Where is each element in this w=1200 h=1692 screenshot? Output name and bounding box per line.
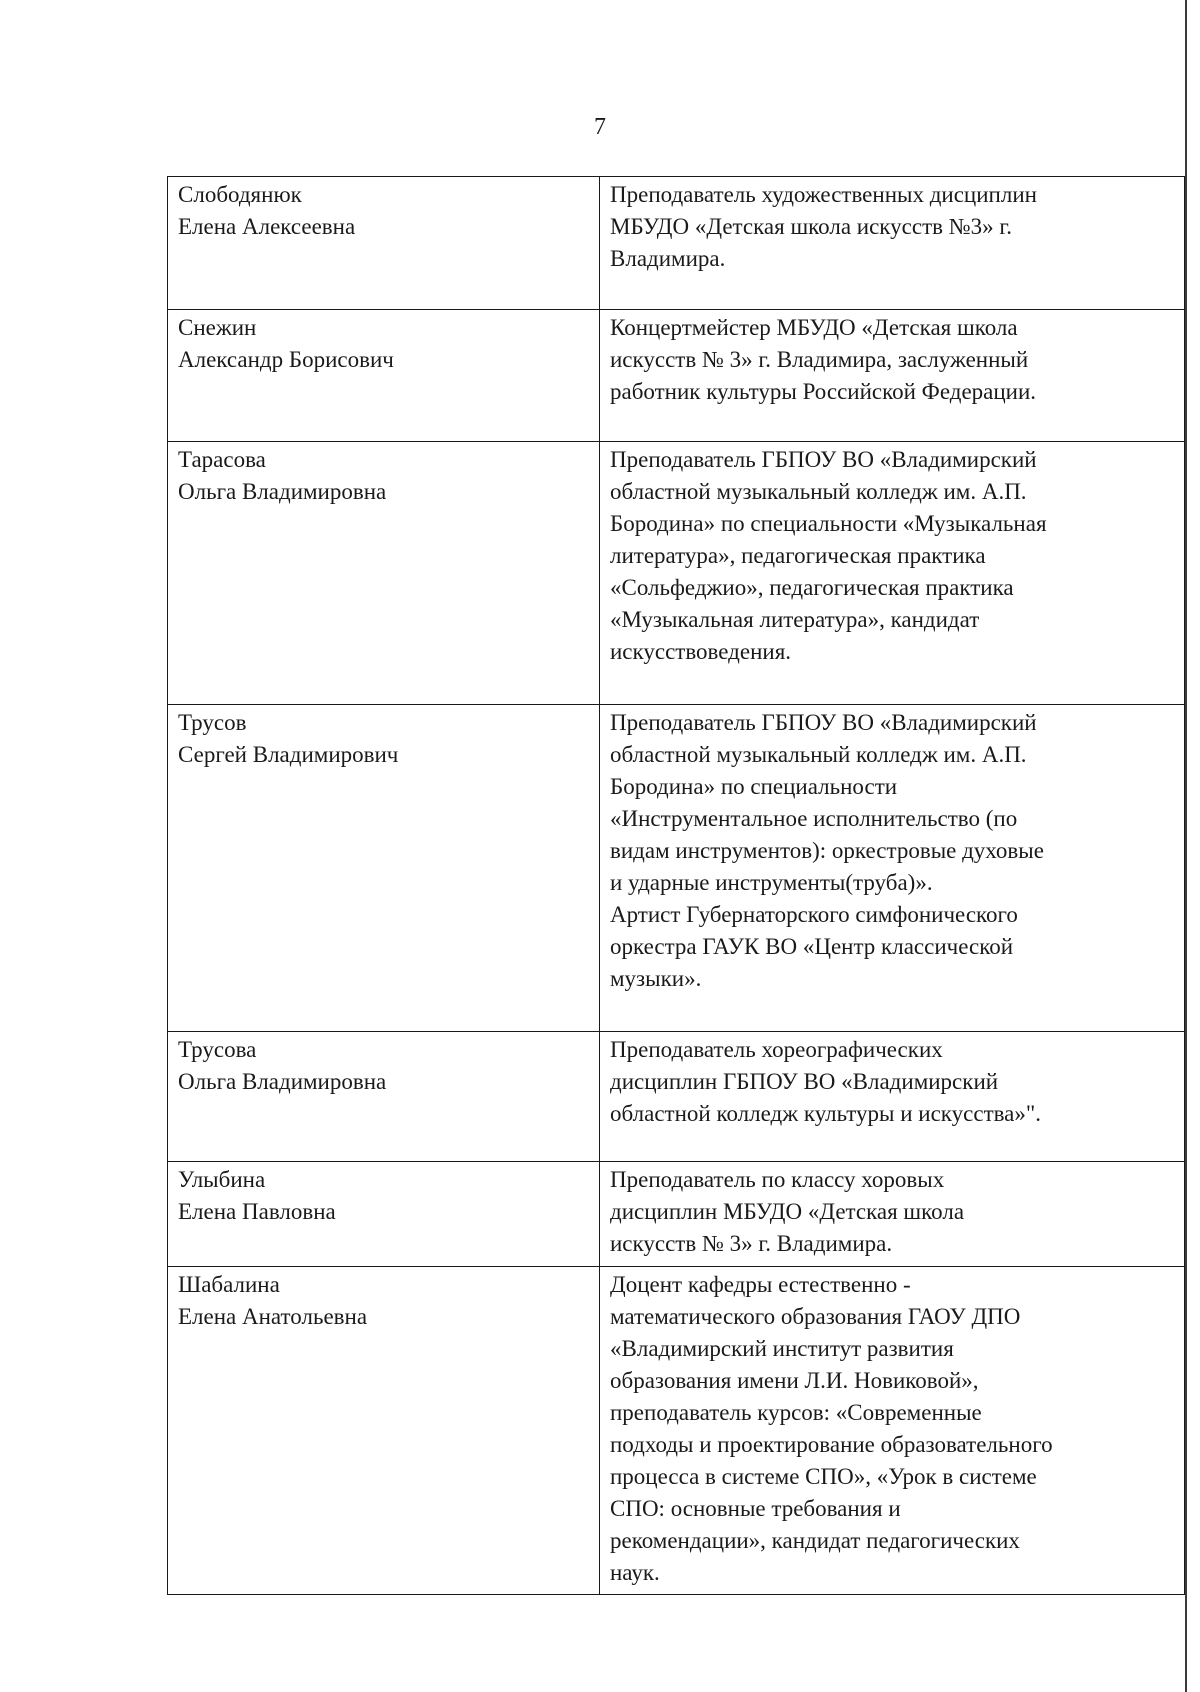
member-name-cell: [168, 310, 600, 442]
member-given-names: Сергей Владимирович: [178, 742, 399, 767]
member-description-cell: [600, 705, 1185, 1032]
description-line: наук.: [610, 1560, 660, 1585]
description-line: Бородина» по специальности «Музыкальная: [610, 511, 1047, 536]
member-description-cell: [600, 1032, 1185, 1162]
member-name-cell: [168, 1032, 600, 1162]
member-given-names: Елена Алексеевна: [178, 214, 356, 239]
member-name-cell: [168, 1162, 600, 1267]
description-line: видам инструментов): оркестровые духовые: [610, 838, 1044, 863]
description-line: рекомендации», кандидат педагогических: [610, 1528, 1020, 1553]
member-description-cell: [600, 1162, 1185, 1267]
description-line: преподаватель курсов: «Современные: [610, 1400, 982, 1425]
description-line: подходы и проектирование образовательного: [610, 1432, 1053, 1457]
table-row: [168, 177, 1185, 310]
member-given-names: Ольга Владимировна: [178, 479, 387, 504]
description-line: Преподаватель по классу хоровых: [610, 1167, 945, 1192]
member-surname: Тарасова: [178, 447, 266, 472]
table-row: [168, 442, 1185, 705]
member-given-names: Елена Павловна: [178, 1199, 336, 1224]
table-row: [168, 310, 1185, 442]
description-line: Артист Губернаторского симфонического: [610, 902, 1018, 927]
member-given-names: Ольга Владимировна: [178, 1069, 387, 1094]
description-line: областной музыкальный колледж им. А.П.: [610, 742, 1027, 767]
table-row: [168, 705, 1185, 1032]
description-line: Преподаватель ГБПОУ ВО «Владимирский: [610, 447, 1037, 472]
description-line: математического образования ГАОУ ДПО: [610, 1304, 1021, 1329]
table-row: [168, 1032, 1185, 1162]
page-edge-line: [1185, 0, 1187, 1692]
description-line: областной музыкальный колледж им. А.П.: [610, 479, 1027, 504]
description-line: литература», педагогическая практика: [610, 543, 986, 568]
member-surname: Снежин: [178, 315, 257, 340]
description-line: МБУДО «Детская школа искусств №3» г.: [610, 214, 1013, 239]
member-description-cell: [600, 310, 1185, 442]
description-line: Бородина» по специальности: [610, 774, 898, 799]
member-description-cell: [600, 1267, 1185, 1595]
description-line: «Инструментальное исполнительство (по: [610, 806, 1018, 831]
description-line: дисциплин МБУДО «Детская школа: [610, 1199, 965, 1224]
description-line: Владимира.: [610, 246, 726, 271]
member-name-cell: [168, 177, 600, 310]
member-surname: Трусов: [178, 710, 247, 735]
member-surname: Шабалина: [178, 1272, 280, 1297]
member-name-cell: [168, 705, 600, 1032]
member-description-cell: [600, 442, 1185, 705]
member-surname: Слободянюк: [178, 182, 302, 207]
description-line: и ударные инструменты(труба)».: [610, 870, 933, 895]
description-line: «Музыкальная литература», кандидат: [610, 607, 980, 632]
member-surname: Трусова: [178, 1037, 257, 1062]
description-line: СПО: основные требования и: [610, 1496, 901, 1521]
description-line: «Сольфеджио», педагогическая практика: [610, 575, 1014, 600]
description-line: искусствоведения.: [610, 639, 792, 664]
member-surname: Улыбина: [178, 1167, 266, 1192]
members-table: [167, 176, 1185, 1595]
description-line: оркестра ГАУК ВО «Центр классической: [610, 934, 1014, 959]
description-line: образования имени Л.И. Новиковой»,: [610, 1368, 979, 1393]
description-line: областной колледж культуры и искусства»".: [610, 1101, 1042, 1126]
description-line: Преподаватель ГБПОУ ВО «Владимирский: [610, 710, 1037, 735]
table-row: [168, 1267, 1185, 1595]
table-row: [168, 1162, 1185, 1267]
description-line: Концертмейстер МБУДО «Детская школа: [610, 315, 1018, 340]
member-name-cell: [168, 1267, 600, 1595]
description-line: процесса в системе СПО», «Урок в системе: [610, 1464, 1037, 1489]
page-number: 7: [594, 114, 606, 140]
description-line: работник культуры Российской Федерации.: [610, 379, 1037, 404]
description-line: искусств № 3» г. Владимира, заслуженный: [610, 347, 1029, 372]
description-line: дисциплин ГБПОУ ВО «Владимирский: [610, 1069, 999, 1094]
description-line: Преподаватель хореографических: [610, 1037, 943, 1062]
member-description-cell: [600, 177, 1185, 310]
description-line: Доцент кафедры естественно -: [610, 1272, 911, 1297]
member-given-names: Елена Анатольевна: [178, 1304, 368, 1329]
description-line: «Владимирский институт развития: [610, 1336, 954, 1361]
member-given-names: Александр Борисович: [178, 347, 394, 372]
member-name-cell: [168, 442, 600, 705]
description-line: музыки».: [610, 966, 702, 991]
description-line: искусств № 3» г. Владимира.: [610, 1231, 893, 1256]
description-line: Преподаватель художественных дисциплин: [610, 182, 1037, 207]
